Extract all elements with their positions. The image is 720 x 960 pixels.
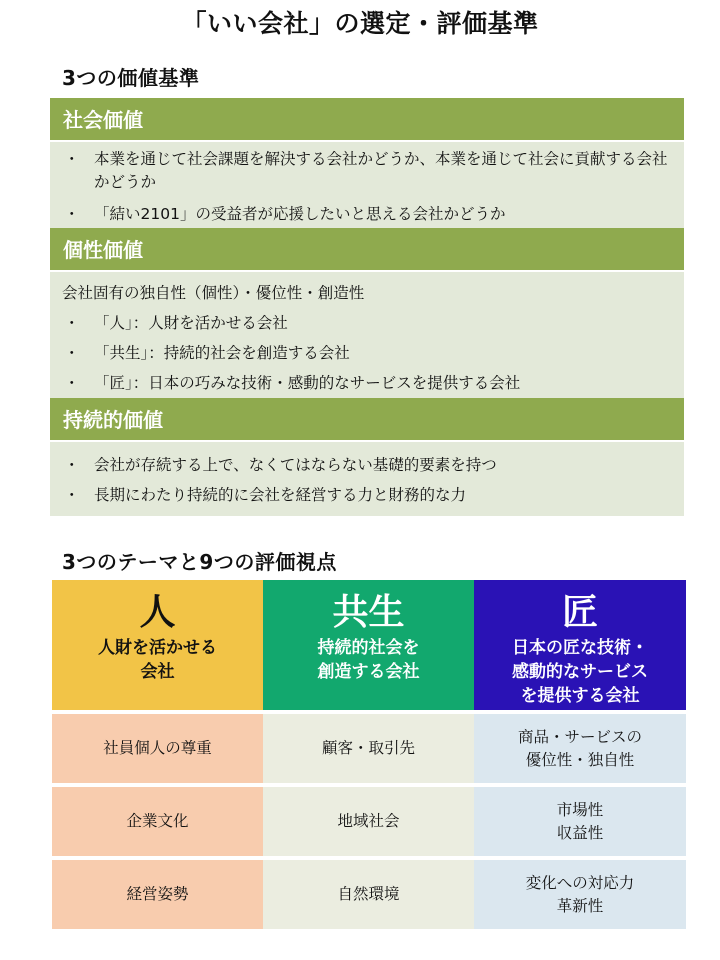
value-body-social — [50, 142, 684, 228]
themes-table — [52, 580, 686, 929]
value-body-individuality — [50, 272, 684, 398]
table-cell: 経営姿勢 — [52, 858, 263, 929]
value-body-sustainability — [50, 442, 684, 516]
value-header-individuality: 個性価値 — [50, 228, 684, 272]
list-item: ・ 長期にわたり持続的に会社を経営する力と財務的な力 — [64, 486, 467, 504]
theme-subtitle: 持続的社会を 創造する会社 — [317, 638, 420, 682]
value-header-sustainability: 持続的価値 — [50, 398, 684, 442]
list-item: ・ 本業を通じて社会課題を解決する会社かどうか、本業を通じて社会に貢献する会社かどうか — [64, 150, 668, 191]
theme-header-craftsmanship — [474, 580, 686, 710]
list-item: ・ 「人」：人財を活かせる会社 — [64, 314, 288, 332]
table-cell: 自然環境 — [263, 858, 474, 929]
table-cell: 市場性 収益性 — [474, 785, 686, 856]
theme-header-symbiosis — [263, 580, 474, 710]
table-cell: 企業文化 — [52, 785, 263, 856]
theme-title: 共生 — [332, 592, 405, 633]
section-heading-values: 3つの価値基準 — [62, 66, 200, 90]
list-item: ・ 「共生」：持続的社会を創造する会社 — [64, 344, 350, 362]
table-cell: 商品・サービスの 優位性・独自性 — [474, 712, 686, 783]
table-cell: 地域社会 — [263, 785, 474, 856]
table-cell: 社員個人の尊重 — [52, 712, 263, 783]
table-cell: 顧客・取引先 — [263, 712, 474, 783]
table-cell: 変化への対応力 革新性 — [474, 858, 686, 929]
list-item: ・ 「結い2101」の受益者が応援したいと思える会社かどうか — [64, 205, 506, 223]
values-panel — [50, 98, 684, 516]
value-header-social: 社会価値 — [50, 98, 684, 142]
theme-title: 人 — [139, 592, 176, 633]
theme-subtitle: 人財を活かせる 会社 — [98, 638, 217, 682]
value-intro: 会社固有の独自性（個性）・優位性・創造性 — [62, 284, 365, 302]
page-title: 「いい会社」の選定・評価基準 — [181, 9, 539, 38]
theme-subtitle: 日本の匠な技術・ 感動的なサービス を提供する会社 — [512, 638, 648, 706]
section-heading-themes: 3つのテーマと9つの評価視点 — [62, 550, 337, 574]
list-item: ・ 会社が存続する上で、なくてはならない基礎的要素を持つ — [64, 456, 497, 474]
list-item: ・ 「匠」：日本の巧みな技術・感動的なサービスを提供する会社 — [64, 374, 521, 392]
theme-header-people — [52, 580, 263, 710]
theme-title: 匠 — [561, 592, 598, 633]
